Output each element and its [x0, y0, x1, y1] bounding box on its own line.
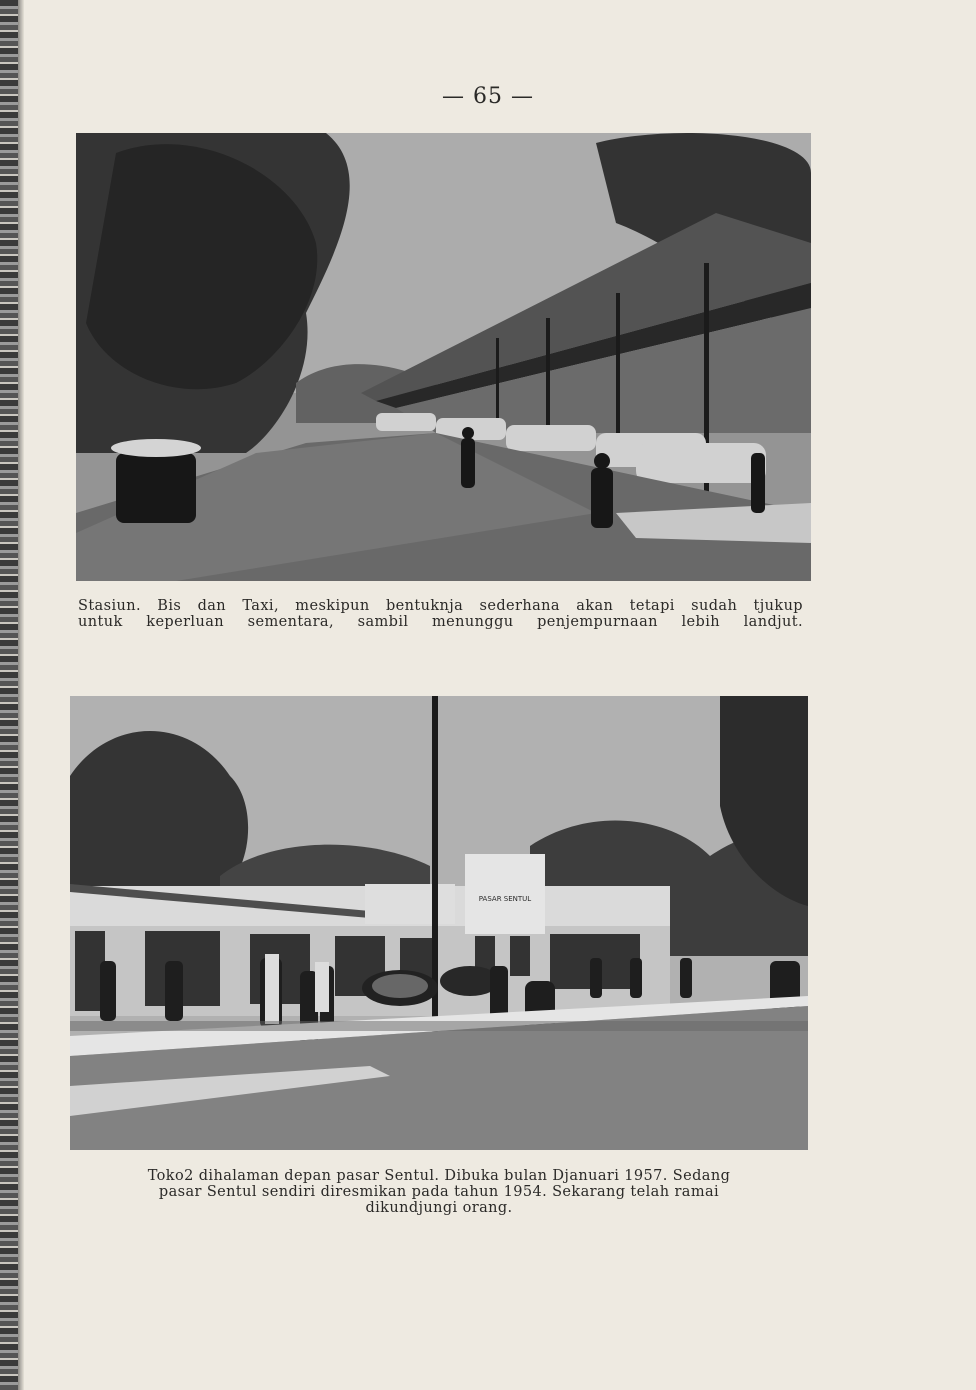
book-binding-edge [0, 0, 18, 1390]
photo2-caption-line: dikundjungi orang. [365, 1200, 513, 1216]
photo1-caption-line: Stasiun. Bis dan Taxi, meskipun bentuknja sederhana akan tetapi sudah tjukup [78, 598, 803, 614]
photo-pasar-sentul-shops [70, 696, 808, 1150]
photo2-caption-line: Toko2 dihalaman depan pasar Sentul. Dibuka bulan Djanuari 1957. Sedang [147, 1168, 731, 1184]
photo2-caption [74, 1168, 804, 1216]
photo1-caption [78, 598, 803, 630]
photo2-caption-line: pasar Sentul sendiri diresmikan pada tahun 1954. Sekarang telah ramai [158, 1184, 720, 1200]
page-number: — 65 — [442, 84, 534, 109]
photo-bus-taxi-station [76, 133, 811, 581]
market-sign: PASAR SENTUL [478, 895, 532, 903]
page-gutter-shadow [18, 0, 24, 1390]
photo1-caption-line: untuk keperluan sementara, sambil menunggu penjempurnaan lebih landjut. [78, 614, 803, 630]
